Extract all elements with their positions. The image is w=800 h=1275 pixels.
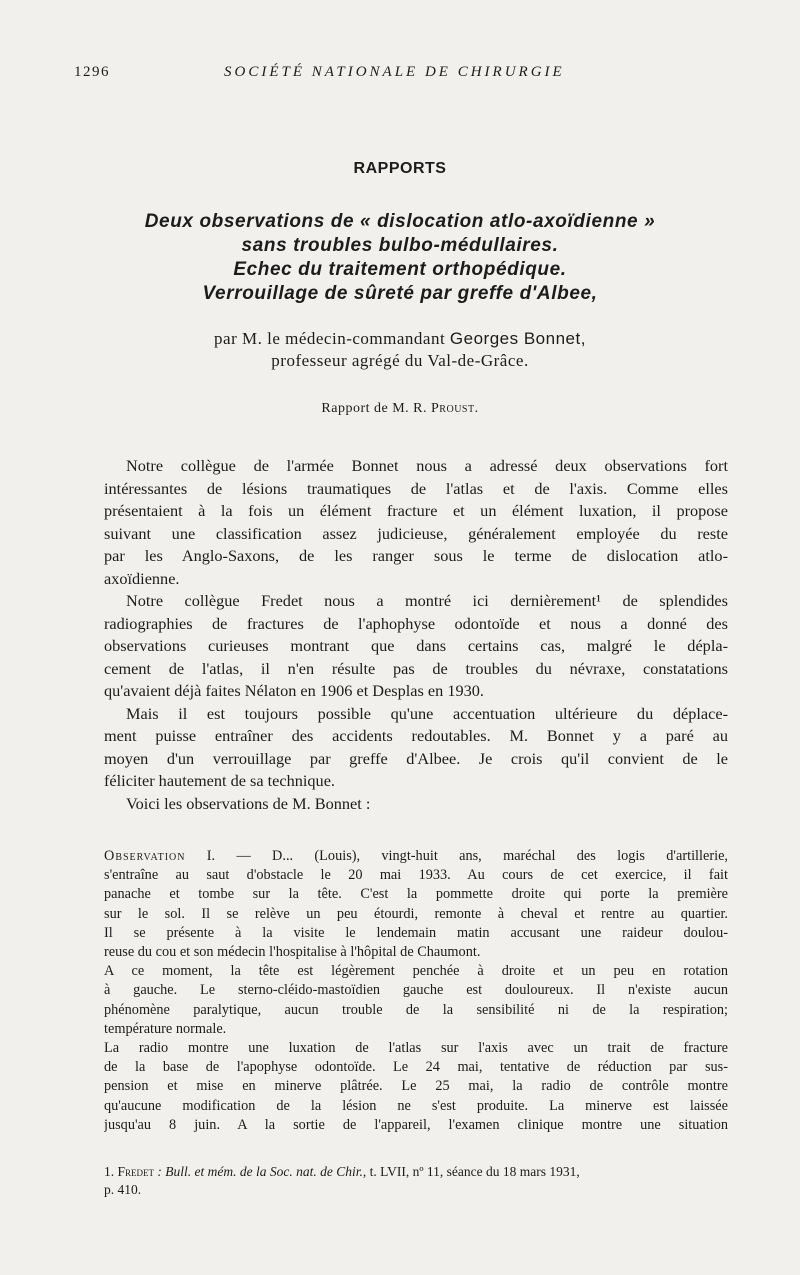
author-affiliation: professeur agrégé du Val-de-Grâce.: [271, 351, 529, 370]
body-line: Notre collègue de l'armée Bonnet nous a adressé deux observations fort: [126, 456, 728, 475]
author-name: Georges Bonnet,: [449, 329, 586, 348]
observation-line: qu'aucune modification de la lésion ne s'est produite. La minerve est laissée: [104, 1097, 728, 1114]
observation-line: Il se présente à la visite le lendemain matin accusant une raideur doulou-: [104, 924, 728, 941]
observation-line: pension et mise en minerve plâtrée. Le 25 mai, la radio de contrôle montre: [104, 1078, 728, 1095]
observation-line: température normale.: [104, 1020, 227, 1037]
footnote-line: [104, 1163, 728, 1181]
title-line: Echec du traitement orthopédique.: [233, 259, 567, 280]
body-line: présentaient à la fois un élément fracture et un élément luxation, il propose: [104, 501, 728, 520]
body-line: ment puisse entraîner des accidents redoutables. M. Bonnet y a paré au: [104, 726, 728, 745]
rapport-name: Proust.: [431, 401, 479, 416]
author-prefix: par M. le médecin-commandant: [214, 329, 450, 348]
footnote-line-2: p. 410.: [104, 1182, 142, 1197]
footnote-rest: , t. LVII, nº 11, séance du 18 mars 1931,: [362, 1164, 580, 1179]
body-line: Voici les observations de M. Bonnet :: [126, 793, 371, 813]
running-title: SOCIÉTÉ NATIONALE DE CHIRURGIE: [224, 64, 565, 80]
observation-line: sur le sol. Il se relève un peu étourdi, remonte à cheval et rentre au quartier.: [104, 905, 728, 922]
observation-first-line: [104, 847, 728, 866]
rapport-line: [0, 401, 800, 417]
body-line: observations curieuses montrant que dans certains cas, malgré le dépla-: [104, 636, 728, 655]
article-title: [60, 210, 740, 306]
body-line: moyen d'un verrouillage par greffe d'Albee. Je crois qu'il convient de le: [104, 748, 728, 768]
observation-text: [104, 847, 728, 1135]
observation-line: jusqu'au 8 juin. A la sortie de l'appareil, l'examen clinique montre une situation: [104, 1116, 728, 1133]
observation-line: de la base de l'apophyse odontoïde. Le 24 mai, tentative de réduction par sus-: [104, 1059, 728, 1076]
observation-line: panache et tombe sur la tête. C'est la pommette droite qui porte la première: [104, 886, 728, 903]
author-block: [60, 328, 740, 372]
body-line: Notre collègue Fredet nous a montré ici dernièrement¹ de splendides: [126, 591, 728, 610]
observation-label: Observation: [104, 848, 186, 864]
body-line: axoïdienne.: [104, 568, 180, 588]
observation-line: reuse du cou et son médecin l'hospitalise à l'hôpital de Chaumont.: [104, 944, 481, 961]
observation-line: à gauche. Le sterno-cléido-mastoïdien gauche est douloureux. Il n'existe aucun: [104, 982, 728, 999]
body-line: radiographies de fractures de l'aphophyse odontoïde et nous a donné des: [104, 613, 728, 633]
footnote-author: Fredet: [117, 1164, 155, 1179]
section-heading: RAPPORTS: [353, 160, 447, 177]
footnote-citation: : Bull. et mém. de la Soc. nat. de Chir.: [154, 1164, 363, 1179]
body-line: suivant une classification assez judicieuse, généralement employée du reste: [104, 523, 728, 543]
title-line: sans troubles bulbo-médullaires.: [241, 235, 559, 256]
running-header: [74, 64, 724, 86]
body-line: par les Anglo-Saxons, de les ranger sous le terme de dislocation atlo-: [104, 546, 728, 565]
footnote-marker: 1.: [104, 1164, 118, 1179]
title-line: Deux observations de « dislocation atlo-axoïdienne »: [144, 211, 656, 232]
body-line: féliciter hautement de sa technique.: [104, 771, 335, 790]
body-text: [104, 455, 728, 815]
observation-line: A ce moment, la tête est légèrement penchée à droite et un peu en rotation: [104, 963, 728, 980]
body-line: intéressantes de lésions traumatiques de l'atlas et de l'axis. Comme elles: [104, 478, 728, 498]
rapport-prefix: Rapport de M. R.: [321, 401, 432, 416]
page-number: 1296: [74, 64, 110, 80]
footnote: [104, 1163, 728, 1199]
observation-line: s'entraîne au saut d'obstacle le 20 mai 1933. Au cours de cet exercice, il fait: [104, 867, 728, 884]
body-line: qu'avaient déjà faites Nélaton en 1906 et Desplas en 1930.: [104, 681, 484, 700]
title-line: Verrouillage de sûreté par greffe d'Albee,: [202, 283, 598, 304]
body-line: Mais il est toujours possible qu'une accentuation ultérieure du déplace-: [126, 703, 728, 723]
observation-first-line-rest: I. — D... (Louis), vingt-huit ans, maréchal des logis d'artillerie,: [185, 848, 728, 864]
body-line: cement de l'atlas, il n'en résulte pas de troubles du névraxe, constatations: [104, 658, 728, 678]
author-line: [60, 328, 740, 350]
observation-line: La radio montre une luxation de l'atlas sur l'axis avec un trait de fracture: [104, 1040, 728, 1057]
observation-line: phénomène paralytique, aucun trouble de la sensibilité ni de la respiration;: [104, 1001, 728, 1018]
